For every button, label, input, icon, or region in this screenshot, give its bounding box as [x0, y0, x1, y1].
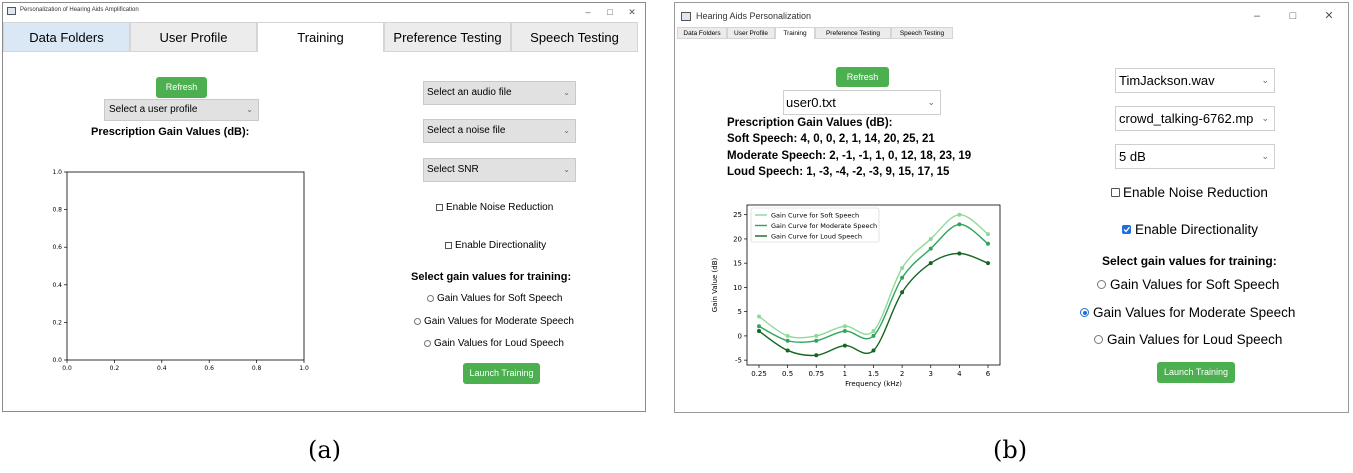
gain-curve-chart — [707, 199, 1007, 394]
snr-select-value: 5 dB — [1119, 149, 1146, 164]
tab-user-profile[interactable]: User Profile — [727, 27, 775, 39]
directionality-checkbox[interactable] — [445, 240, 546, 251]
plot-frame — [67, 172, 304, 360]
noise-file-select[interactable] — [423, 119, 576, 143]
training-panel — [3, 52, 645, 411]
data-point — [929, 247, 933, 251]
chevron-down-icon: ⌄ — [1261, 107, 1269, 130]
noise-file-select-value: crowd_talking-6762.mp — [1119, 111, 1254, 126]
tab-preference-testing[interactable]: Preference Testing — [815, 27, 891, 39]
chevron-down-icon: ⌄ — [563, 126, 570, 135]
y-tick-label: 0.0 — [52, 357, 62, 364]
data-point — [957, 213, 961, 217]
directionality-checkbox[interactable] — [1122, 222, 1258, 237]
data-point — [986, 261, 990, 265]
checkmark-icon — [1123, 226, 1130, 233]
data-point — [872, 334, 876, 338]
caption-a: (a) — [308, 436, 342, 464]
tab-speech-testing[interactable]: Speech Testing — [511, 22, 638, 52]
soft-gain-values: Soft Speech: 4, 0, 0, 2, 1, 14, 20, 25, 21 — [727, 133, 935, 145]
radio-soft-dot[interactable] — [427, 295, 434, 302]
audio-file-select-value: TimJackson.wav — [1119, 73, 1215, 88]
data-point — [957, 251, 961, 255]
y-axis-label: Gain Value (dB) — [711, 257, 719, 313]
y-tick-label: 0.4 — [52, 281, 62, 289]
refresh-button[interactable]: Refresh — [156, 77, 207, 98]
tab-training[interactable]: Training — [775, 27, 815, 40]
x-tick-label: 1.5 — [867, 370, 880, 378]
x-tick-label: 0.4 — [157, 365, 167, 372]
radio-loud-label: Gain Values for Loud Speech — [434, 338, 564, 349]
radio-moderate-dot[interactable] — [1080, 308, 1089, 317]
y-tick-label: 0 — [737, 332, 742, 341]
y-tick-label: 15 — [733, 259, 742, 268]
data-point — [814, 353, 818, 357]
x-tick-label: 4 — [957, 370, 962, 378]
refresh-button[interactable]: Refresh — [836, 67, 889, 87]
training-panel — [675, 39, 1348, 412]
x-tick-label: 0.0 — [62, 365, 72, 372]
snr-select-value: Select SNR — [427, 164, 479, 175]
radio-moderate-speech[interactable] — [1080, 305, 1295, 320]
x-tick-label: 1.0 — [299, 365, 309, 372]
legend-label: Gain Curve for Loud Speech — [771, 232, 862, 241]
prescription-title: Prescription Gain Values (dB): — [91, 126, 250, 138]
x-axis-label: Frequency (kHz) — [845, 380, 902, 388]
user-profile-select[interactable] — [783, 90, 941, 115]
legend-label: Gain Curve for Soft Speech — [771, 211, 860, 220]
audio-file-select[interactable] — [423, 81, 576, 105]
title-bar — [675, 3, 1348, 29]
radio-soft-label: Gain Values for Soft Speech — [1110, 277, 1280, 292]
directionality-label: Enable Directionality — [455, 240, 547, 251]
tab-speech-testing[interactable]: Speech Testing — [891, 27, 953, 39]
data-point — [757, 315, 761, 319]
data-point — [786, 339, 790, 343]
tab-training[interactable]: Training — [257, 22, 384, 53]
y-tick-label: 1.0 — [52, 169, 62, 176]
noise-reduction-label: Enable Noise Reduction — [1123, 185, 1268, 200]
noise-reduction-checkbox[interactable] — [436, 202, 553, 213]
data-point — [872, 348, 876, 352]
radio-soft-speech[interactable] — [427, 293, 562, 304]
directionality-label: Enable Directionality — [1135, 222, 1259, 237]
maximize-icon[interactable]: □ — [607, 7, 613, 17]
chevron-down-icon: ⌄ — [563, 88, 570, 97]
data-point — [786, 334, 790, 338]
tab-preference-testing[interactable]: Preference Testing — [384, 22, 511, 52]
y-tick-label: 10 — [733, 283, 742, 292]
radio-soft-speech[interactable] — [1097, 277, 1279, 292]
x-tick-label: 1 — [842, 370, 848, 378]
noise-file-select[interactable] — [1115, 106, 1275, 131]
radio-moderate-speech[interactable] — [414, 316, 574, 327]
select-gain-title: Select gain values for training: — [1102, 254, 1277, 268]
radio-loud-label: Gain Values for Loud Speech — [1107, 332, 1283, 347]
radio-soft-label: Gain Values for Soft Speech — [437, 293, 563, 304]
data-point — [957, 222, 961, 226]
x-tick-label: 0.6 — [204, 365, 214, 372]
x-tick-label: 0.2 — [109, 365, 120, 372]
close-icon[interactable]: ✕ — [628, 7, 636, 17]
user-profile-select-value: user0.txt — [786, 95, 836, 110]
directionality-box[interactable] — [1122, 225, 1131, 234]
window-title: Personalization of Hearing Aids Amplification — [20, 7, 139, 13]
title-bar — [3, 3, 645, 21]
noise-file-select-value: Select a noise file — [427, 125, 506, 136]
tab-data-folders[interactable]: Data Folders — [3, 22, 130, 52]
prescription-title: Prescription Gain Values (dB): — [727, 117, 893, 129]
app-icon — [7, 7, 16, 15]
maximize-icon[interactable]: □ — [1289, 10, 1297, 22]
radio-selected-indicator — [1083, 311, 1087, 315]
y-tick-label: 25 — [733, 211, 742, 220]
x-tick-label: 6 — [985, 370, 991, 378]
data-point — [900, 276, 904, 280]
x-tick-label: 0.25 — [751, 370, 767, 378]
minimize-icon[interactable]: – — [1253, 10, 1261, 22]
noise-reduction-checkbox[interactable] — [1111, 185, 1268, 200]
legend-label: Gain Curve for Moderate Speech — [771, 221, 878, 230]
data-point — [843, 324, 847, 328]
caption-b: (b) — [993, 436, 1028, 464]
data-point — [872, 329, 876, 333]
chevron-down-icon: ⌄ — [563, 165, 570, 174]
y-tick-label: -5 — [735, 356, 742, 365]
y-tick-label: 5 — [737, 308, 742, 317]
chevron-down-icon: ⌄ — [246, 105, 253, 114]
audio-file-select-value: Select an audio file — [427, 87, 512, 98]
minimize-icon[interactable]: – — [585, 7, 591, 17]
loud-gain-values: Loud Speech: 1, -3, -4, -2, -3, 9, 15, 17, 15 — [727, 166, 950, 178]
y-tick-label: 0.8 — [52, 206, 62, 214]
launch-training-button[interactable]: Launch Training — [463, 363, 540, 384]
chevron-down-icon: ⌄ — [1261, 75, 1269, 85]
tab-user-profile[interactable]: User Profile — [130, 22, 257, 52]
data-point — [843, 329, 847, 333]
noise-reduction-label: Enable Noise Reduction — [446, 202, 554, 213]
x-tick-label: 0.8 — [251, 365, 262, 372]
data-point — [757, 329, 761, 333]
user-profile-select[interactable] — [104, 99, 259, 121]
empty-gain-plot — [31, 160, 321, 380]
tab-data-folders[interactable]: Data Folders — [677, 27, 727, 39]
x-tick-label: 0.75 — [808, 370, 825, 378]
radio-loud-dot[interactable] — [424, 340, 431, 347]
radio-moderate-dot[interactable] — [414, 318, 421, 325]
tab-bar — [3, 22, 645, 52]
data-point — [900, 266, 904, 270]
noise-reduction-box[interactable] — [1111, 188, 1120, 197]
data-point — [786, 348, 790, 352]
data-point — [986, 232, 990, 236]
close-icon[interactable]: ✕ — [1324, 10, 1334, 22]
y-tick-label: 0.2 — [52, 319, 62, 327]
app-icon — [681, 12, 691, 21]
radio-moderate-label: Gain Values for Moderate Speech — [1093, 305, 1296, 320]
moderate-gain-values: Moderate Speech: 2, -1, -1, 1, 0, 12, 18, 23, 19 — [727, 150, 972, 162]
data-point — [757, 324, 761, 328]
data-point — [814, 339, 818, 343]
data-point — [900, 290, 904, 294]
radio-moderate-label: Gain Values for Moderate Speech — [424, 316, 574, 327]
snr-select[interactable] — [423, 158, 576, 182]
snr-select[interactable] — [1115, 144, 1275, 169]
launch-training-button[interactable]: Launch Training — [1157, 362, 1235, 383]
noise-reduction-box[interactable] — [436, 204, 443, 211]
y-tick-label: 0.6 — [52, 244, 62, 252]
radio-loud-speech[interactable] — [1094, 332, 1282, 347]
x-tick-label: 0.5 — [782, 370, 794, 378]
data-point — [843, 344, 847, 348]
chevron-down-icon: ⌄ — [927, 97, 935, 107]
radio-soft-dot[interactable] — [1097, 280, 1106, 289]
chevron-down-icon: ⌄ — [1261, 151, 1269, 161]
y-tick-label: 20 — [733, 235, 742, 244]
radio-loud-speech[interactable] — [424, 338, 564, 349]
directionality-box[interactable] — [445, 242, 452, 249]
audio-file-select[interactable] — [1115, 68, 1275, 93]
select-gain-title: Select gain values for training: — [411, 271, 572, 283]
data-point — [986, 242, 990, 246]
user-profile-select-value: Select a user profile — [109, 104, 198, 115]
radio-loud-dot[interactable] — [1094, 335, 1103, 344]
window-panel-b — [674, 2, 1349, 413]
tab-bar — [675, 27, 1348, 39]
x-tick-label: 3 — [928, 370, 933, 378]
data-point — [814, 334, 818, 338]
data-point — [929, 237, 933, 241]
data-point — [929, 261, 933, 265]
window-panel-a — [2, 2, 646, 412]
window-title: Hearing Aids Personalization — [696, 11, 812, 21]
x-tick-label: 2 — [899, 370, 905, 378]
